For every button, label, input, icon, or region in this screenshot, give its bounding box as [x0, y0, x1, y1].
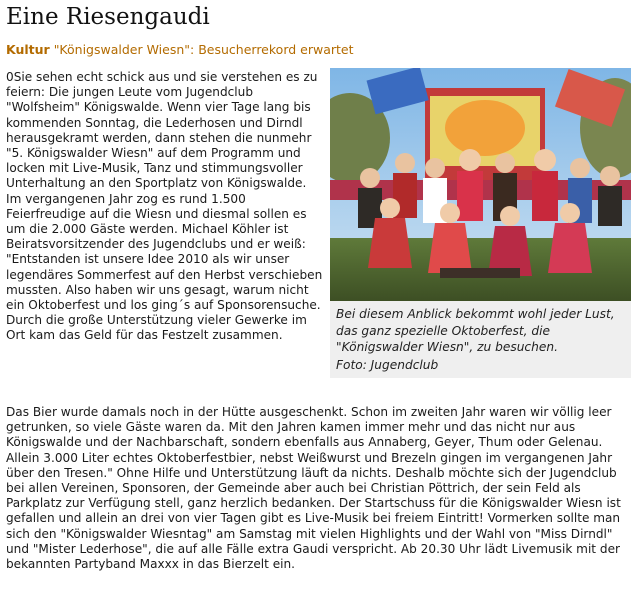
photo-figure [330, 68, 631, 378]
article-body-bottom: Das Bier wurde damals noch in der Hütte ausgeschenkt. Schon im zweiten Jahr waren wir völlig leer getrunken, so viele Gäste waren da. Mit den Jahren kamen immer mehr und das nicht nur aus Königswalde und der Nachbarschaft, sondern ebenfalls aus Annaberg, Geyer, Thum oder Gelenau. Allein 3.000 Liter echtes Oktoberfestbier, nebst Weißwurst und Brezeln gingen im vergangenen Jahr über den Tresen." Ohne Hilfe und Unterstützung läuft da nichts. Deshalb möchte sich der Jugendclub bei allen Vereinen, Sponsoren, der Gemeinde aber auch bei Christian Pöttrich, der sein Feld als Parkplatz zur Verfügung stell, ganz herzlich bedanken. Der Startschuss für die Königswalder Wiesn ist gefallen und allein an drei von vier Tagen gibt es Live-Musik bei freiem Eintritt! Vormerken sollte man sich den "Königswalder Wiesntag" am Samstag mit vielen Highlights und der Wahl von "Miss Dirndl" und "Mister Lederhose", die auf alle Fälle extra Gaudi verspricht. Ab 20.30 Uhr lädt Livemusik mit der bekannten Partyband Maxxx in das Bierzelt ein. [6, 405, 621, 572]
photo-credit: Foto: Jugendclub [336, 358, 439, 372]
group-photo [330, 68, 631, 301]
category-label[interactable]: Kultur [6, 42, 50, 57]
article-subtitle: "Königswalder Wiesn": Besucherrekord erwartet [53, 42, 354, 57]
photo-caption: Bei diesem Anblick bekommt wohl jeder Lust, das ganz spezielle Oktoberfest, die "Königswalder Wiesn", zu besuchen. [336, 307, 615, 354]
article-body-top: 0Sie sehen echt schick aus und sie verstehen es zu feiern: Die jungen Leute vom Jugendclub "Wolfsheim" Königswalde. Wenn vier Tage lang bis kommenden Sonntag, die Lederhosen und Dirndl herausgekramt werden, dann stehen die nunmehr "5. Königswalder Wiesn" auf dem Programm und locken mit Live-Musik, Tanz und stimmungsvoller Unterhaltung an den Sportplatz von Königswalde. Im vergangenen Jahr zog es rund 1.500 Feierfreudige auf die Wiesn und diesmal sollen es um die 2.000 Gäste werden. Michael Köhler ist Beiratsvorsitzender des Jugendclubs und er weiß: "Entstanden ist unsere Idee 2010 als wir unser legendäres Sommerfest auf den Herbst verschieben mussten. Also haben wir uns gesagt, warum nicht ein Oktoberfest und los ging´s auf Sponsorensuche. Durch die große Unterstützung vieler Gewerke im Ort kam das Geld für das Festzelt zusammen. [6, 70, 323, 343]
article-title: Eine Riesengaudi [6, 4, 210, 30]
article-subline [6, 42, 354, 57]
